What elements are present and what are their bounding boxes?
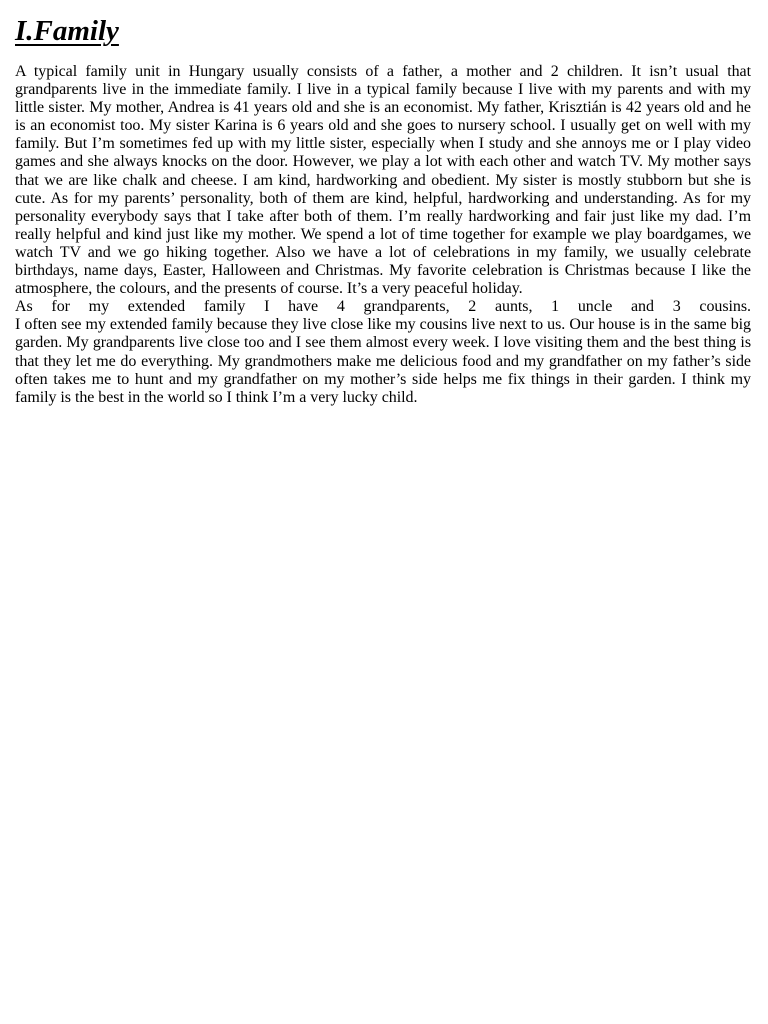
paragraph-extended-family: As for my extended family I have 4 grandparents, 2 aunts, 1 uncle and 3 cousins. (15, 298, 751, 316)
paragraph-visiting-family: I often see my extended family because they live close like my cousins live next to us. Our house is in the same big garden. My grandparents live close too and I see them almost every week. I love visiting them and the best thing is that they let me do everything. My grandmothers make me delicious food and my grandfather on my father’s side often takes me to hunt and my grandfather on my mother’s side helps me fix things in their garden. I think my family is the best in the world so I think I’m a very lucky child. (15, 316, 751, 406)
page-title: I.Family (15, 15, 119, 47)
document-page (15, 14, 751, 407)
paragraph-immediate-family: A typical family unit in Hungary usually consists of a father, a mother and 2 children. It isn’t usual that grandparents live in the immediate family. I live in a typical family because I live with my parents and with my little sister. My mother, Andrea is 41 years old and she is an economist. My father, Krisztián is 42 years old and he is an economist too. My sister Karina is 6 years old and she goes to nursery school. I usually get on well with my family. But I’m sometimes fed up with my little sister, especially when I study and she annoys me or I play video games and she always knocks on the door. However, we play a lot with each other and watch TV. My mother says that we are like chalk and cheese. I am kind, hardworking and obedient. My sister is mostly stubborn but she is cute. As for my parents’ personality, both of them are kind, helpful, hardworking and understanding. As for my personality everybody says that I take after both of them. I’m really hardworking and fair just like my dad. I’m really helpful and kind just like my mother. We spend a lot of time together for example we play boardgames, we watch TV and we go hiking together. Also we have a lot of celebrations in my family, we usually celebrate birthdays, name days, Easter, Halloween and Christmas. My favorite celebration is Christmas because I like the atmosphere, the colours, and the presents of course. It’s a very peaceful holiday. (15, 63, 751, 298)
